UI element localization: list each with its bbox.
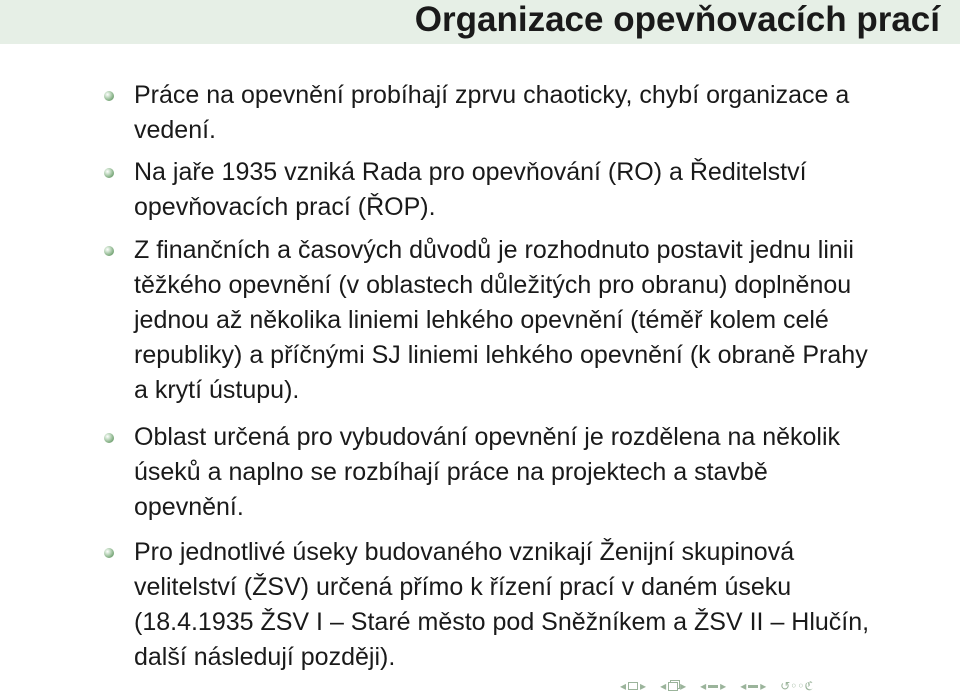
- bullet-icon: [104, 246, 114, 256]
- nav-frame-group: [620, 678, 646, 694]
- next-arrow-icon[interactable]: ▸: [640, 679, 647, 693]
- bullet-text: Práce na opevnění probíhají zprvu chaoticky, chybí organizace a vedení.: [134, 81, 850, 144]
- subsection-icon[interactable]: [668, 682, 678, 691]
- section-icon[interactable]: [708, 685, 718, 688]
- prev-arrow-icon[interactable]: ◂: [700, 679, 707, 693]
- bullet-icon: [104, 433, 114, 443]
- bullet-text: Na jaře 1935 vzniká Rada pro opevňování (RO) a Ředitelství opevňovacích prací (ŘOP).: [134, 158, 807, 221]
- bullet-text: Pro jednotlivé úseky budovaného vznikají Ženijní skupinová velitelství (ŽSV) určená přímo k řízení prací v daném úseku (18.4.1935 ŽSV I – Staré město pod Sněžníkem a ŽSV II – Hlučín, další následují později).: [134, 538, 870, 671]
- nav-subsection-group: [660, 678, 686, 694]
- bullet-text: Z finančních a časových důvodů je rozhodnuto postavit jednu linii těžkého opevnění (v oblastech důležitých pro obranu) doplněnou jednou až několika liniemi lehkého opevnění (téměř kolem celé republiky) a příčnými SJ liniemi lehkého opevnění (k obraně Prahy a krytí ústupu).: [134, 236, 868, 404]
- navigation-bar: [620, 676, 813, 696]
- bullet-icon: [104, 548, 114, 558]
- next-arrow-icon[interactable]: ▸: [760, 679, 767, 693]
- prev-arrow-icon[interactable]: ◂: [620, 679, 627, 693]
- bullet-icon: [104, 91, 114, 101]
- search-zoom-icon[interactable]: ↺◦◦ℭ: [780, 679, 813, 693]
- nav-section-group: [700, 678, 726, 694]
- bullet-text: Oblast určená pro vybudování opevnění je rozdělena na několik úseků a naplno se rozbíhají práce na projektech a stavbě opevnění.: [134, 423, 841, 521]
- slide-title: Organizace opevňovacích prací: [414, 0, 940, 39]
- frame-icon[interactable]: [628, 682, 638, 690]
- bullet-icon: [104, 168, 114, 178]
- document-icon[interactable]: [748, 685, 758, 688]
- prev-arrow-icon[interactable]: ◂: [740, 679, 747, 693]
- prev-arrow-icon[interactable]: ◂: [660, 679, 667, 693]
- nav-document-group: [740, 678, 766, 694]
- next-arrow-icon[interactable]: ▸: [680, 679, 687, 693]
- next-arrow-icon[interactable]: ▸: [720, 679, 727, 693]
